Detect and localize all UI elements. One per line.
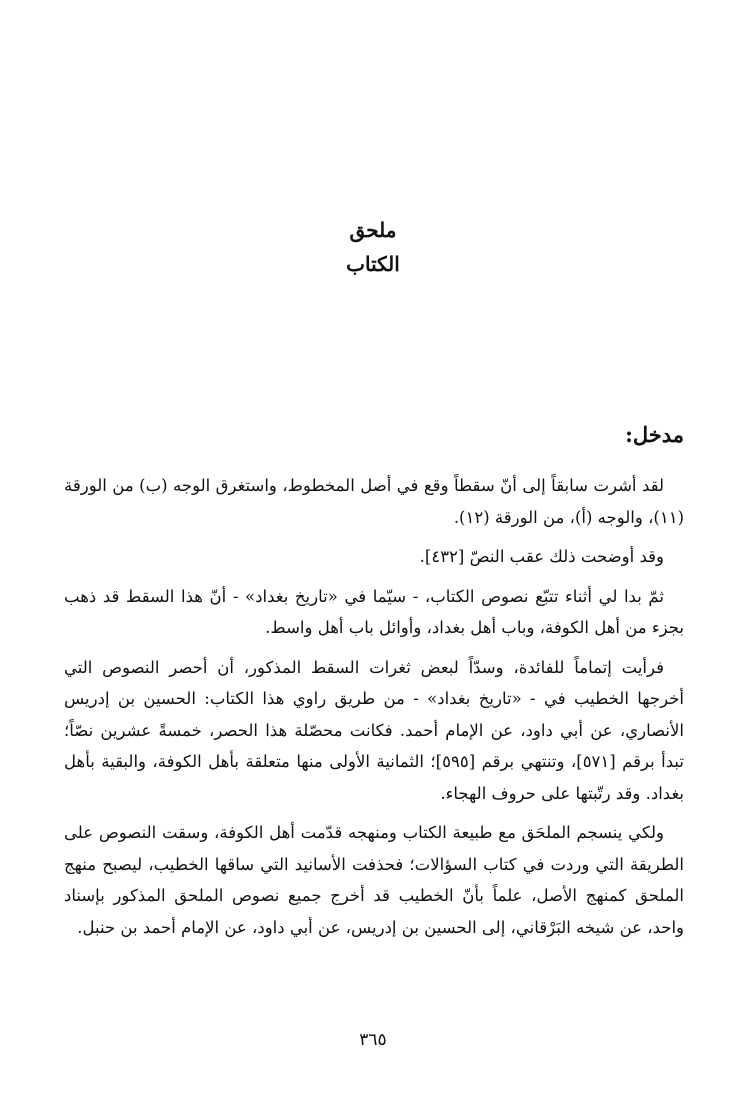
- page-number: ٣٦٥: [359, 1030, 387, 1050]
- appendix-title: [0, 213, 746, 281]
- paragraph-1: لقد أشرت سابقاً إلى أنّ سقطاً وقع في أصل المخطوط، واستغرق الوجه (ب) من الورقة (١١)، والوجه (أ)، من الورقة (١٢).: [64, 476, 684, 527]
- paragraph-5: ولكي ينسجم الملحَق مع طبيعة الكتاب ومنهجه قدّمت أهل الكوفة، وسقت النصوص على الطريقة التي وردت في كتاب السؤالات؛ فحذفت الأسانيد التي ساقها الخطيب، ليصبح منهج الملحق كمنهج الأصل، علماً بأنّ الخطيب قد أخرج جميع نصوص الملحق المذكور بإسناد واحد، عن شيخه البَرْقاني، إلى الحسين بن إدريس، عن أبي داود، عن الإمام أحمد بن حنبل.: [64, 823, 684, 937]
- paragraph-3: ثمّ بدا لي أثناء تتبّع نصوص الكتاب، - سيّما في «تاريخ بغداد» - أنّ هذا السقط قد ذهب بجزء من أهل الكوفة، وباب أهل بغداد، وأوائل باب أهل واسط.: [64, 586, 684, 637]
- title-line-2: الكتاب: [346, 252, 400, 276]
- paragraph-4: فرأيت إتماماً للفائدة، وسدّاً لبعض ثغرات السقط المذكور، أن أحصر النصوص التي أخرجها الخطيب في - «تاريخ بغداد» - من طريق راوي هذا الكتاب: الحسين بن إدريس الأنصاري، عن أبي داود، عن الإمام أحمد. فكانت محصّلة هذا الحصر، خمسةً عشرين نصّاً؛ تبدأ برقم [٥٧١]، وتنتهي برقم [٥٩٥]؛ الثمانية الأولى منها متعلقة بأهل الكوفة، والبقية بأهل بغداد. وقد رتّبتها على حروف الهجاء.: [64, 657, 684, 803]
- paragraph-2: وقد أوضحت ذلك عقب النصّ [٤٣٢].: [419, 547, 664, 566]
- title-line-1: ملحق: [349, 218, 397, 242]
- section-heading: مدخل:: [625, 422, 684, 447]
- body-text: [64, 470, 684, 951]
